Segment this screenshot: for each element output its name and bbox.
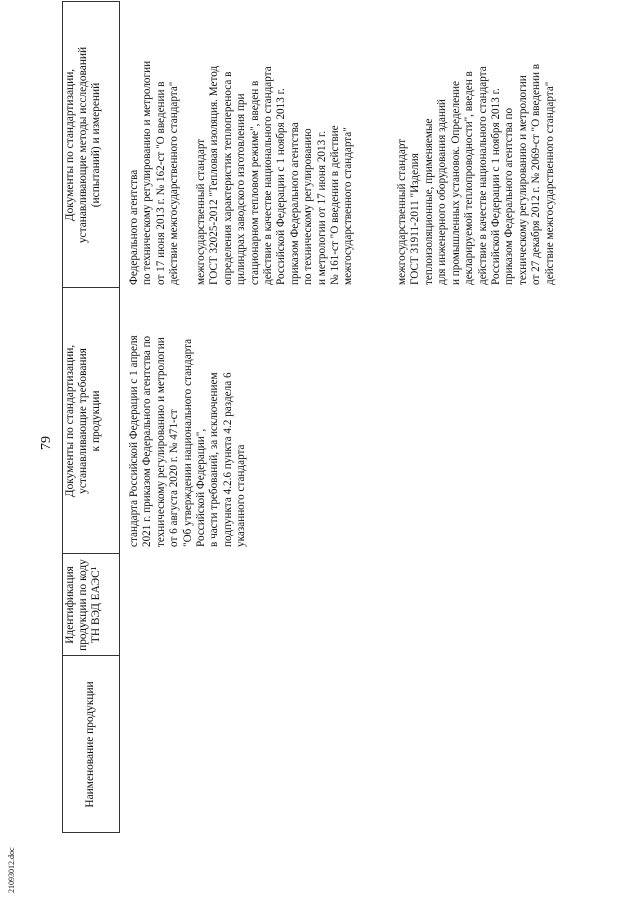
header-product-code-line: продукции по коду — [77, 559, 89, 651]
header-test-method-line: Документы по стандартизации, — [64, 68, 76, 222]
page-number: 79 — [39, 436, 54, 450]
requirement-text-line: техническому регулированию и метрологии — [154, 337, 167, 547]
header-requirement-line: Документы по стандартизации, — [64, 344, 76, 498]
header-product-name — [64, 656, 97, 833]
requirement-text-line: Российской Федерации", — [195, 428, 208, 547]
header-product-code-line: ТН ВЭД ЕАЭС¹ — [90, 566, 102, 644]
test-method-text-line: Российской Федерации с 1 ноября 2013 г. — [489, 88, 502, 285]
requirement-text-line: "Об утверждении национального стандарта — [181, 338, 194, 547]
header-requirement-line: к продукции — [90, 390, 102, 452]
header-product-name-line: Наименование продукции — [84, 681, 96, 808]
test-method-text-line: Российской Федерации с 1 ноября 2013 г. — [275, 88, 288, 285]
test-method-text-line: от 27 декабря 2012 г. № 2069-ст "О введении в — [530, 63, 543, 285]
test-method-standards-cell — [128, 61, 557, 285]
test-method-text-line: действие межгосударственного стандарта" — [168, 81, 181, 285]
requirement-text-line: указанного стандарта — [235, 444, 248, 547]
test-method-text-line: по техническому регулированию и метрологии — [141, 60, 154, 285]
test-method-text-line: по техническому регулированию — [302, 128, 315, 285]
header-test-method-line: устанавливающие методы исследований — [77, 46, 89, 244]
requirement-standards-cell — [128, 335, 249, 547]
test-method-text-line: для инженерного оборудования зданий — [436, 99, 449, 285]
requirement-text-line: подпункта 4.2.6 пункта 4.2 раздела 6 — [221, 372, 234, 547]
header-requirement-standards — [64, 288, 103, 554]
header-bottom-border — [119, 2, 120, 833]
test-method-text-line: межгосударственный стандарт — [195, 138, 208, 285]
requirement-text-line: в части требований, за исключением — [208, 372, 221, 547]
test-method-text-line: стационарном тепловом режиме", введен в — [248, 80, 261, 285]
requirement-text-line: стандарта Российской Федерации с 1 апреля — [128, 335, 140, 547]
header-product-code-line: Идентификация — [64, 566, 76, 644]
test-method-text-line: определения характеристик теплопереноса в — [221, 71, 234, 285]
test-method-text-line: Федерального агентства — [128, 169, 140, 285]
test-method-text-line: ГОСТ 31911-2011 "Изделия — [409, 153, 422, 285]
document-code: 21093012.doc — [7, 847, 16, 893]
header-product-code — [64, 554, 103, 656]
test-method-text-line: приказом Федерального агентства — [288, 122, 301, 285]
test-method-text-line: межгосударственный стандарт — [396, 138, 409, 285]
test-method-text-line: цилиндрах заводского изготовления при — [235, 93, 248, 285]
header-test-method-standards — [64, 2, 103, 288]
test-method-text-line: действие в качестве национального стандарта — [476, 66, 489, 285]
test-method-text-line: теплоизоляционные, применяемые — [422, 118, 435, 285]
requirement-text-line: 2021 г. приказом Федерального агентства по — [141, 335, 154, 547]
header-test-method-line: (испытаний) и измерений — [90, 82, 102, 208]
requirement-text-line: от 6 августа 2020 г. № 471-ст — [168, 409, 181, 547]
test-method-text-line: и промышленных установок. Определение — [449, 81, 462, 285]
test-method-text-line: действие межгосударственного стандарта" — [543, 81, 556, 285]
header-requirement-line: устанавливающие требования — [77, 348, 89, 494]
test-method-text-line: техническому регулированию и метрологии — [516, 75, 529, 285]
header-top-border — [62, 2, 63, 833]
test-method-text-line: декларируемой теплопроводности", введен в — [463, 71, 476, 285]
test-method-text-line: № 161-ст "О введении в действие — [329, 125, 342, 285]
test-method-text-line: межгосударственного стандарта" — [342, 127, 355, 285]
test-method-text-line: действие в качестве национального стандарта — [262, 66, 275, 285]
test-method-text-line: и метрологии от 17 июня 2013 г. — [315, 130, 328, 285]
test-method-text-line: ГОСТ 32025-2012 "Тепловая изоляция. Метод — [208, 65, 221, 285]
test-method-text-line: приказом Федерального агентства по — [503, 107, 516, 285]
test-method-text-line: от 17 июня 2013 г. № 162-ст "О введении в — [154, 81, 167, 285]
